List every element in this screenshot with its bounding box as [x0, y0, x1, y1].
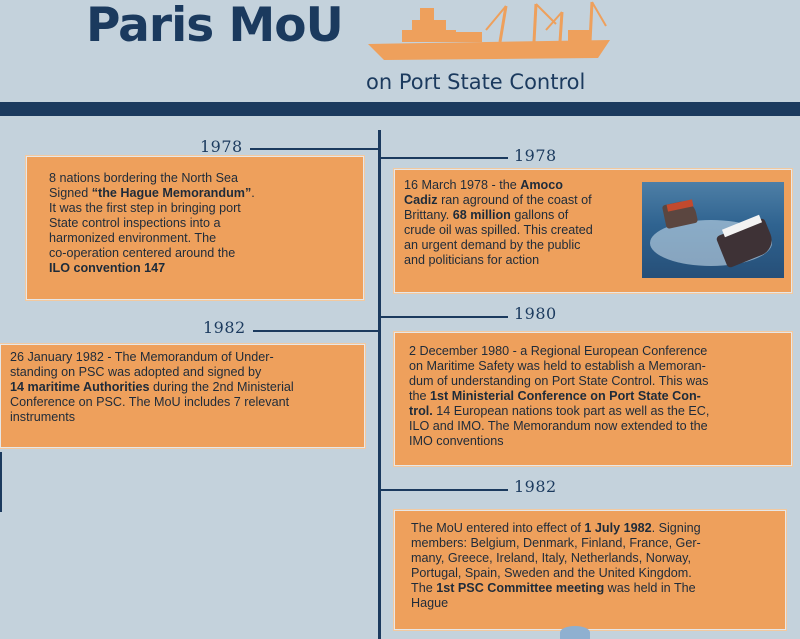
- event-card-1982-adoption: [0, 344, 365, 448]
- ship-logo-icon: [360, 0, 620, 64]
- event-card-1982-effect: [394, 510, 786, 630]
- timeline-axis: [378, 130, 381, 639]
- year-connector: [380, 157, 508, 159]
- decorative-shape: [560, 626, 590, 639]
- year-connector: [380, 316, 508, 318]
- event-card-1978-hague: [26, 156, 364, 300]
- header: [0, 0, 800, 118]
- amoco-cadiz-photo: [642, 182, 784, 278]
- event-text: The MoU entered into effect of 1 July 1982. Signing members: Belgium, Denmark, Finland, France, Ger- many, Greece, Ireland, Italy, Netherlands, Norway, Portugal, Spain, Sweden and the United Kingdom. The 1st PSC Committee meeting was held in The Hague: [411, 521, 701, 610]
- event-text: 2 December 1980 - a Regional European Conference on Maritime Safety was held to establish a Memoran- dum of understanding on Port State Control. This was the 1st Ministerial Conference on Port State Con- trol. 14 European nations took part as well as the EC, ILO and IMO. The Memorandum now extended to the IMO conventions: [409, 344, 710, 448]
- year-connector: [250, 148, 378, 150]
- year-connector: [253, 330, 378, 332]
- event-card-1980-conference: [394, 332, 792, 466]
- event-text: 26 January 1982 - The Memorandum of Under- standing on PSC was adopted and signed by 14 maritime Authorities during the 2nd Ministerial Conference on PSC. The MoU includes 7 relevant instruments: [10, 350, 294, 424]
- year-label: 1978: [514, 146, 557, 165]
- event-text: 16 March 1978 - the Amoco Cadiz ran aground of the coast of Brittany. 68 million gallons of crude oil was spilled. This created an urgent demand by the public and politicians for action: [404, 178, 593, 267]
- event-text: 8 nations bordering the North Sea Signed “the Hague Memorandum”. It was the first step in bringing port State control inspections into a harmonized environment. The co-operation centered around the ILO convention 147: [49, 171, 255, 275]
- year-label: 1982: [203, 318, 246, 337]
- page-title: Paris MoU: [86, 0, 343, 53]
- year-label: 1982: [514, 477, 557, 496]
- header-divider-bar: [0, 102, 800, 116]
- left-edge-divider: [0, 452, 2, 512]
- year-label: 1978: [200, 137, 243, 156]
- year-connector: [380, 489, 508, 491]
- year-label: 1980: [514, 304, 557, 323]
- page-subtitle: on Port State Control: [366, 70, 586, 94]
